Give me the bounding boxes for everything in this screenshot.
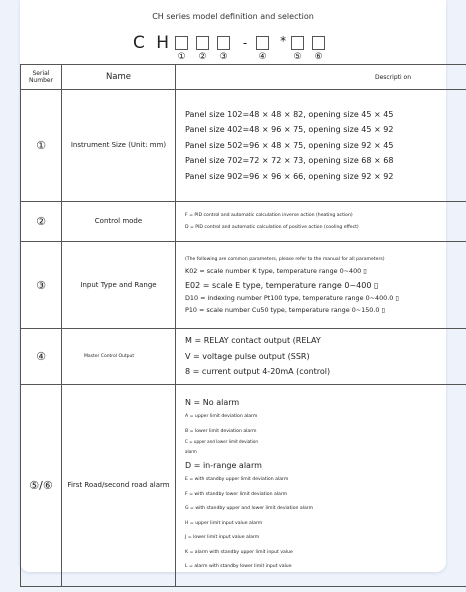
- selection-table: [20, 64, 466, 587]
- description-line: alarm: [185, 449, 197, 455]
- description-line: A = upper limit deviation alarm: [185, 414, 258, 420]
- description-line: Panel size 902=96 × 96 × 66, opening size 92 × 92: [185, 171, 394, 181]
- code-slot-2: [196, 34, 209, 63]
- code-slot-number: ④: [258, 52, 267, 62]
- code-slot-5: [291, 34, 304, 63]
- code-slot-6: [312, 34, 325, 63]
- description-line: D = PID control and automatic calculation of positive action (cooling effect): [185, 224, 359, 230]
- row-index: ⑤/⑥: [21, 385, 62, 587]
- code-prefix: C H: [133, 33, 173, 53]
- code-box: [217, 36, 230, 50]
- description-line: K = alarm with standby upper limit input value: [185, 549, 293, 555]
- row-description: [176, 329, 466, 385]
- header-name: Name: [62, 65, 176, 90]
- row-description: [176, 385, 466, 587]
- row-description: [176, 242, 466, 329]
- description-line: D = in-range alarm: [185, 461, 262, 471]
- description-line: G = with standby upper and lower limit deviation alarm: [185, 506, 314, 512]
- model-code-diagram: [133, 34, 333, 64]
- description-line: F = with standby lower limit deviation alarm: [185, 491, 288, 497]
- code-slot-number: ⑤: [293, 52, 302, 62]
- code-slot-number: ①: [177, 52, 186, 62]
- description-line: B = lower limit deviation alarm: [185, 428, 257, 434]
- description-line: (The following are common parameters, please refer to the manual for all parameters): [185, 257, 385, 262]
- description-line: M = RELAY contact output (RELAY: [185, 336, 321, 346]
- description-line: L = alarm with standby lower limit input value: [185, 564, 292, 570]
- description-line: E = with standby upper limit deviation alarm: [185, 477, 289, 483]
- row-index: ①: [21, 90, 62, 202]
- table-row: [21, 202, 466, 242]
- table-row: [21, 329, 466, 385]
- row-description: [176, 90, 466, 202]
- code-slot-number: ②: [198, 52, 207, 62]
- description-line: P10 = scale number Cu50 type, temperature range 0~150.0 ▯: [185, 305, 385, 314]
- code-box: [196, 36, 209, 50]
- description-line: 8 = current output 4-20mA (control): [185, 367, 331, 377]
- code-box: [291, 36, 304, 50]
- code-slot-number: ⑥: [314, 52, 323, 62]
- code-slot-number: ③: [219, 52, 228, 62]
- row-name: Control mode: [62, 202, 176, 242]
- header-description: Descripti on: [176, 65, 466, 90]
- row-name: Master Control Output: [62, 329, 176, 385]
- description-line: Panel size 502=96 × 48 × 75, opening size 92 × 45: [185, 140, 394, 150]
- code-box: [256, 36, 269, 50]
- description-line: H = upper limit input value alarm: [185, 520, 263, 526]
- code-slot-3: [217, 34, 230, 63]
- description-line: Panel size 702=72 × 72 × 73, opening size 68 × 68: [185, 156, 394, 166]
- code-box: [175, 36, 188, 50]
- header-serial-number: Serial Number: [21, 65, 62, 90]
- table-row: [21, 90, 466, 202]
- table-row: [21, 385, 466, 587]
- description-line: N = No alarm: [185, 398, 240, 408]
- description-line: E02 = scale E type, temperature range 0~400 ▯: [185, 280, 379, 290]
- code-separator: -: [242, 36, 248, 50]
- description-line: K02 = scale number K type, temperature range 0~400 ▯: [185, 267, 367, 275]
- row-index: ④: [21, 329, 62, 385]
- code-slot-4: [256, 34, 269, 63]
- description-line: Panel size 102=48 × 48 × 82, opening size 45 × 45: [185, 109, 394, 119]
- description-line: V = voltage pulse output (SSR): [185, 351, 310, 361]
- description-line: Panel size 402=48 × 96 × 75, opening size 45 × 92: [185, 125, 394, 135]
- description-line: C = upper and lower limit deviation: [185, 439, 259, 445]
- row-name: First Road/second road alarm: [62, 385, 176, 587]
- row-index: ③: [21, 242, 62, 329]
- description-line: D10 = indexing number Pt100 type, temperature range 0~400.0 ▯: [185, 294, 399, 302]
- code-slot-1: [175, 34, 188, 63]
- row-description: [176, 202, 466, 242]
- page-title: CH series model definition and selection: [152, 12, 314, 21]
- row-index: ②: [21, 202, 62, 242]
- row-name: Input Type and Range: [62, 242, 176, 329]
- row-name: Instrument Size (Unit: mm): [62, 90, 176, 202]
- table-row: [21, 242, 466, 329]
- description-line: F = PID control and automatic calculation inverse action (heating action): [185, 212, 353, 218]
- code-star: *: [280, 34, 287, 48]
- description-line: J = lower limit input value alarm: [185, 535, 260, 541]
- code-box: [312, 36, 325, 50]
- table-header-row: [21, 65, 466, 90]
